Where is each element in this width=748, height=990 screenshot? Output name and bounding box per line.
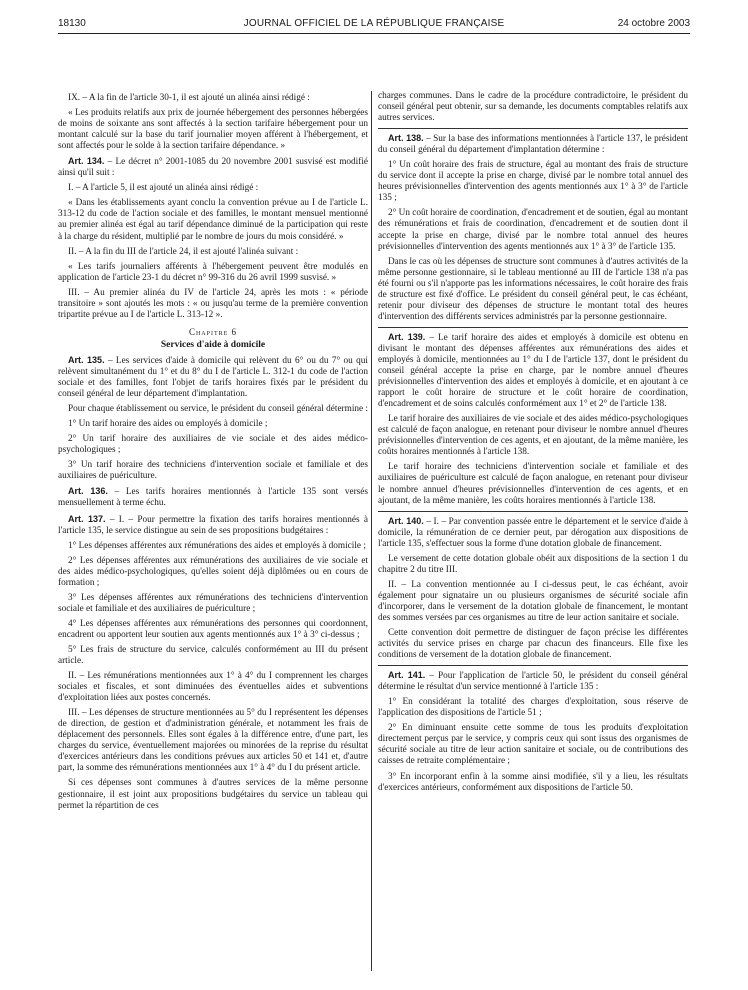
article-label: Art. 135. bbox=[68, 354, 105, 365]
paragraph: II. – A la fin du III de l'article 24, il est ajouté l'alinéa suivant : bbox=[68, 246, 299, 257]
paragraph: 3° Un tarif horaire des techniciens d'intervention sociale et familiale et des auxiliaires de puériculture. bbox=[58, 460, 368, 482]
paragraph: 1° En considérant la totalité des charges d'exploitation, sous réserve de l'application des dispositions de l'article 51 ; bbox=[378, 697, 688, 719]
article-label: Art. 141. bbox=[388, 670, 426, 681]
header-rule bbox=[58, 33, 690, 34]
article-text: – I. – Par convention passée entre le département et le service d'aide à domicile, la rémunération de ce dernier peut, par dérogation aux dispositions de l'article 135, s'effectuer sous la forme d'une dotation globale de financement. bbox=[378, 516, 688, 549]
paragraph: II. – La convention mentionnée au I ci-dessus peut, le cas échéant, avoir également pour signataire un ou plusieurs organismes de sécurité sociale afin d'incorporer, dans le versement de la dotation globale de financement, le montant des sommes versées par ces organismes au titre de leur action sanitaire et sociale. bbox=[378, 579, 688, 623]
paragraph: Le tarif horaire des techniciens d'intervention sociale et familiale et des auxiliaires de puériculture est calculé de façon analogue, en retenant pour diviseur le nombre annuel d'heures prévisionnelles d'intervention de ces agents, et en ajoutant, de la même manière, les coûts horaires mentionnés à l'article 138. bbox=[378, 462, 688, 506]
article-label: Art. 140. bbox=[388, 515, 424, 526]
article-separator bbox=[378, 128, 688, 129]
article-label: Art. 137. bbox=[68, 513, 106, 524]
page-number: 18130 bbox=[58, 18, 86, 29]
paragraph: Le versement de cette dotation globale obéit aux dispositions de la section 1 du chapitre 2 du titre III. bbox=[378, 553, 688, 575]
paragraph: 2° Les dépenses afférentes aux rémunérations des auxiliaires de vie sociale et des aides médico-psychologiques, qu'elles soient déjà diplômées ou en cours de formation ; bbox=[58, 555, 368, 588]
paragraph: 4° Les dépenses afférentes aux rémunérations des personnes qui coordonnent, encadrent ou apportent leur soutien aux agents mentionnés aux 1° à 3° ci-dessus ; bbox=[58, 618, 368, 640]
left-column bbox=[58, 93, 368, 816]
article-text: – Le décret n° 2001-1085 du 20 novembre 2001 susvisé est modifié ainsi qu'il suit : bbox=[58, 157, 368, 179]
paragraph: 1° Un tarif horaire des aides ou employés à domicile ; bbox=[68, 419, 268, 430]
article-separator bbox=[378, 511, 688, 512]
article-138 bbox=[378, 133, 688, 156]
paragraph: « Dans les établissements ayant conclu la convention prévue au I de l'article L. 313-12 du code de l'action sociale et des familles, le montant mensuel mentionné au premier alinéa est égal au tarif dépendance diminué de la participation qui reste à la charge du résident, multiplié par le nombre de jours du mois considéré. » bbox=[58, 198, 368, 242]
article-136 bbox=[58, 486, 368, 509]
paragraph: charges communes. Dans le cadre de la procédure contradictoire, le président du conseil général peut obtenir, sur sa demande, les documents comptables relatifs aux autres services. bbox=[378, 91, 688, 124]
article-label: Art. 139. bbox=[388, 331, 426, 342]
paragraph: II. – Les rémunérations mentionnées aux 1° à 4° du I comprennent les charges sociales et fiscales, et sont diminuées des éventuelles aides et subventions d'exploitation liées aux postes concernés. bbox=[58, 671, 368, 704]
section-title: Services d'aide à domicile bbox=[160, 339, 266, 350]
journal-title: JOURNAL OFFICIEL DE LA RÉPUBLIQUE FRANÇAISE bbox=[243, 18, 505, 29]
article-text: – Sur la base des informations mentionnées à l'article 137, le président du conseil général du département d'implantation détermine : bbox=[378, 134, 688, 156]
page-header bbox=[58, 18, 690, 32]
chapter-label: Chapitre 6 bbox=[188, 326, 238, 337]
paragraph: Si ces dépenses sont communes à d'autres services de la même personne gestionnaire, il est joint aux propositions budgétaires du service un tableau qui permet la répartition de ces bbox=[58, 778, 368, 811]
paragraph: Le tarif horaire des auxiliaires de vie sociale et des aides médico-psychologiques est calculé de façon analogue, en retenant pour diviseur le nombre annuel d'heures prévisionnelles d'intervention de ces agents, et en ajoutant, de la même manière, les coûts horaires mentionnés à l'article 138. bbox=[378, 414, 688, 458]
paragraph: IX. – A la fin de l'article 30-1, il est ajouté un alinéa ainsi rédigé : bbox=[68, 93, 310, 103]
paragraph: « Les tarifs journaliers afférents à l'hébergement peuvent être modulés en application de l'article 23-1 du décret n° 99-316 du 26 avril 1999 susvisé. » bbox=[58, 261, 368, 283]
paragraph: I. – A l'article 5, il est ajouté un alinéa ainsi rédigé : bbox=[68, 183, 259, 194]
right-column bbox=[378, 91, 688, 798]
article-140 bbox=[378, 516, 688, 550]
article-text: – Les services d'aide à domicile qui relèvent du 6° ou du 7° ou qui relèvent simultanément du 1° et du 8° du I de l'article L. 312-1 du code de l'action sociale et des familles, font l'objet de tarifs horaires fixés par le président du conseil général de leur département d'implantation. bbox=[58, 355, 368, 400]
paragraph: Pour chaque établissement ou service, le président du conseil général détermine : bbox=[68, 404, 369, 415]
article-text: – Les tarifs horaires mentionnés à l'article 135 sont versés mensuellement à terme échu. bbox=[58, 487, 368, 509]
paragraph: Cette convention doit permettre de distinguer de façon précise les différentes activités du service prises en charge par chacun des financeurs. Elle fixe les conditions de versement de la dotation globale de financement. bbox=[378, 628, 688, 661]
paragraph: 2° Un tarif horaire des auxiliaires de vie sociale et des aides médico-psychologiques ; bbox=[58, 434, 368, 456]
article-141 bbox=[378, 670, 688, 693]
paragraph: III. – Les dépenses de structure mentionnées au 5° du I représentent les dépenses de direction, de gestion et d'administration générale, et notamment les frais de déplacement des personnels. Elles sont égales à la différence entre, d'une part, les charges du service, éventuellement majorées ou minorées de la reprise du résultat d'exercices antérieurs dans les conditions prévues aux articles 50 et 141 et, d'autre part, la somme des rémunérations mentionnées aux 1° à 4° du I du présent article. bbox=[58, 708, 368, 774]
article-text: – Le tarif horaire des aides et employés à domicile est obtenu en divisant le montant des dépenses afférentes aux rémunérations des aides et employés à domicile, mentionnées au 1° du I de l'article 137, dont le président du conseil général accepte la prise en charge, par le nombre annuel d'heures prévisionnelles d'intervention des aides et employés à domicile, et en ajoutant à ce rapport le coût horaire de structure et le coût horaire de coordination, d'encadrement et de soins calculés conformément aux 1° et 2° de l'article 138. bbox=[378, 332, 688, 410]
paragraph: III. – Au premier alinéa du IV de l'article 24, après les mots : « période transitoire » sont ajoutés les mots : « ou jusqu'au terme de la première convention tripartite prévue au I de l'article L. 313-12 ». bbox=[58, 287, 368, 320]
paragraph: Dans le cas où les dépenses de structure sont communes à d'autres activités de la même personne gestionnaire, si le tableau mentionné au III de l'article 138 n'a pas été fourni ou s'il n'apporte pas les informations nécessaires, le coût horaire des frais de structure est fixé d'office. Le président du conseil général peut, le cas échéant, retenir pour diviseur des dépenses de structure le montant total des heures d'intervention des différents services administrés par la personne gestionnaire. bbox=[378, 256, 688, 322]
article-text: – I. – Pour permettre la fixation des tarifs horaires mentionnés à l'article 135, le service distingue au sein de ses propositions budgétaires : bbox=[58, 514, 368, 536]
paragraph: 3° Les dépenses afférentes aux rémunérations des techniciens d'intervention sociale et familiale et des auxiliaires de puériculture ; bbox=[58, 592, 368, 614]
article-label: Art. 136. bbox=[68, 486, 108, 497]
column-divider bbox=[371, 91, 372, 971]
article-139 bbox=[378, 332, 688, 410]
chapter-heading bbox=[58, 327, 368, 338]
paragraph: 3° En incorporant enfin à la somme ainsi modifiée, s'il y a lieu, les résultats d'exercices antérieurs, conformément aux dispositions de l'article 50. bbox=[378, 771, 688, 793]
article-label: Art. 138. bbox=[388, 133, 424, 144]
paragraph: 5° Les frais de structure du service, calculés conformément au III du présent article. bbox=[58, 644, 368, 667]
article-135 bbox=[58, 355, 368, 400]
paragraph: 1° Un coût horaire des frais de structure, égal au montant des frais de structure du service dont il accepte la prise en charge, divisé par le nombre total annuel des heures prévisionnelles d'intervention des agents mentionnés aux 1° à 3° de l'article 135 ; bbox=[378, 160, 688, 204]
paragraph: 2° Un coût horaire de coordination, d'encadrement et de soutien, égal au montant des rémunérations et frais de coordination, d'encadrement et de soutien dont il accepte la prise en charge, divisé par le nombre total annuel des heures prévisionnelles d'intervention des agents mentionnés aux 1° à 3° de l'article 135. bbox=[378, 208, 688, 252]
article-137 bbox=[58, 514, 368, 537]
paragraph: « Les produits relatifs aux prix de journée hébergement des personnes hébergées de moins de soixante ans sont affectés à la section tarifaire hébergement pour un montant calculé sur la base du tarif journalier moyen afférent à l'hébergement, et sont affectés pour le solde à la section tarifaire dépendance. » bbox=[58, 108, 368, 152]
article-separator bbox=[378, 327, 688, 328]
article-134 bbox=[58, 156, 368, 179]
article-text: – Pour l'application de l'article 50, le président du conseil général détermine le résultat d'un service mentionné à l'article 135 : bbox=[378, 671, 688, 693]
article-label: Art. 134. bbox=[68, 156, 105, 167]
publication-date: 24 octobre 2003 bbox=[617, 18, 690, 29]
paragraph: 2° En diminuant ensuite cette somme de tous les produits d'exploitation directement perçus par le service, y compris ceux qui sont issus des organismes de sécurité sociale au titre de leur action sanitaire et sociale, ou de contributions des caisses de retraite complémentaire ; bbox=[378, 723, 688, 767]
paragraph: 1° Les dépenses afférentes aux rémunérations des aides et employés à domicile ; bbox=[68, 540, 366, 551]
article-separator bbox=[378, 665, 688, 666]
